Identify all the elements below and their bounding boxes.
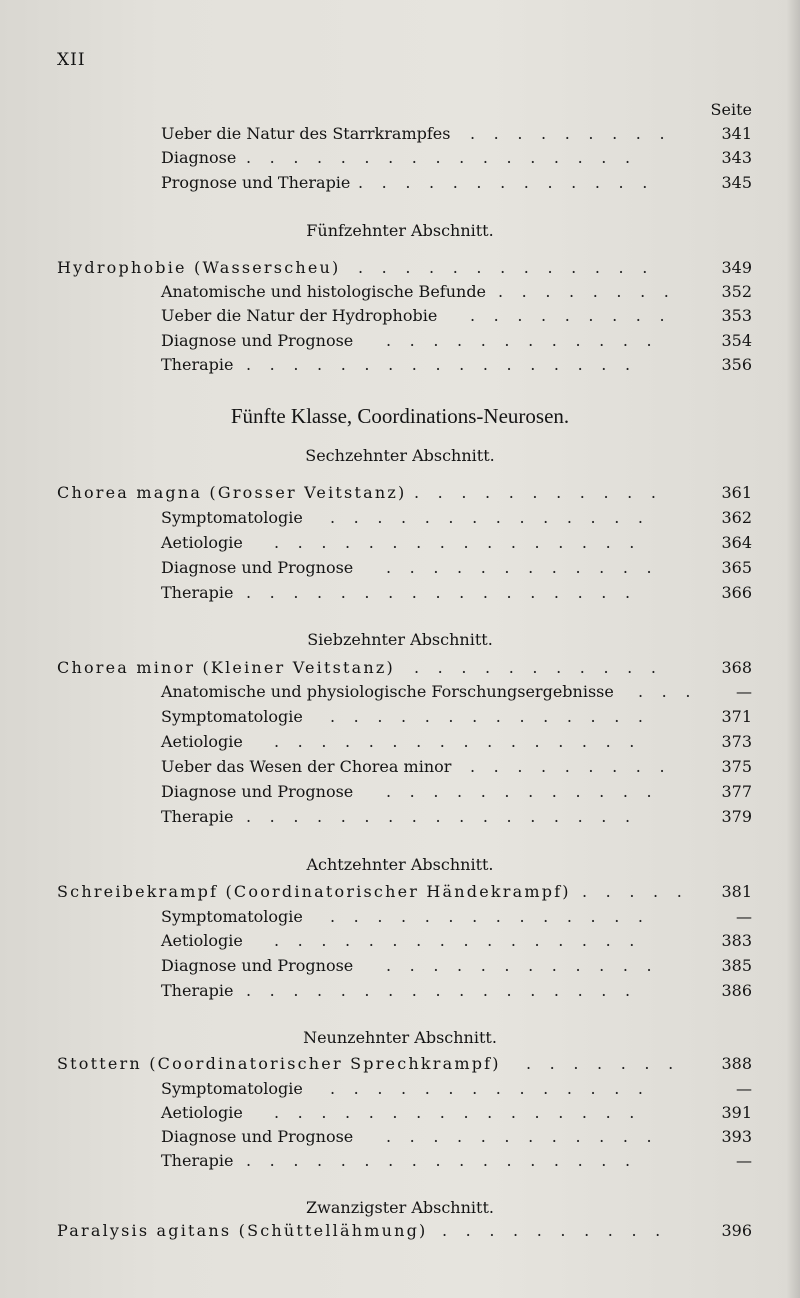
toc-entry-sub bbox=[0, 506, 800, 530]
toc-entry-label: Diagnose und Prognose bbox=[161, 1127, 354, 1146]
toc-entry-main bbox=[0, 481, 800, 505]
toc-entry-main bbox=[0, 1219, 800, 1243]
toc-entry-page: 343 bbox=[721, 148, 752, 167]
toc-entry-page: 356 bbox=[721, 355, 752, 374]
toc-entry-page: 379 bbox=[721, 807, 752, 826]
toc-entry-page: 396 bbox=[721, 1221, 752, 1240]
toc-entry-label: Hydrophobie (Wasserscheu) bbox=[57, 258, 341, 277]
toc-entry-label: Symptomatologie bbox=[161, 508, 303, 527]
toc-entry-sub bbox=[0, 929, 800, 953]
toc-entry-label: Paralysis agitans (Schüttellähmung) bbox=[57, 1221, 428, 1240]
dot-leader: ................ bbox=[274, 1103, 653, 1122]
dot-leader: ................. bbox=[246, 583, 649, 602]
toc-entry-sub bbox=[0, 730, 800, 754]
toc-entry-main bbox=[0, 256, 800, 280]
toc-entry-main bbox=[0, 656, 800, 680]
page-edge-shadow bbox=[786, 0, 800, 1298]
page-number: XII bbox=[57, 50, 86, 70]
toc-entry-label: Therapie bbox=[161, 583, 234, 602]
toc-entry-sub bbox=[0, 780, 800, 804]
toc-entry-label: Therapie bbox=[161, 1151, 234, 1170]
dot-leader: ........... bbox=[414, 483, 675, 502]
section-heading: Sechzehnter Abschnitt. bbox=[305, 446, 495, 465]
toc-entry-page: 366 bbox=[721, 583, 752, 602]
toc-entry-page: 345 bbox=[721, 173, 752, 192]
toc-entry-page: 388 bbox=[721, 1054, 752, 1073]
section-heading: Neunzehnter Abschnitt. bbox=[303, 1028, 497, 1047]
toc-entry-label: Therapie bbox=[161, 981, 234, 1000]
dot-leader: ............. bbox=[358, 173, 666, 192]
dot-leader: ........... bbox=[414, 658, 675, 677]
toc-entry-label: Diagnose und Prognose bbox=[161, 956, 354, 975]
toc-entry-label: Therapie bbox=[161, 807, 234, 826]
toc-entry-label: Schreibekrampf (Coordinatorischer Händekrampf) bbox=[57, 882, 571, 901]
toc-entry-page: 352 bbox=[721, 282, 752, 301]
dot-leader: .......... bbox=[442, 1221, 679, 1240]
toc-entry-sub bbox=[0, 905, 800, 929]
dot-leader: ....... bbox=[526, 1054, 692, 1073]
dot-leader: .............. bbox=[330, 508, 662, 527]
toc-entry-label: Ueber das Wesen der Chorea minor bbox=[161, 757, 452, 776]
dot-leader: ... bbox=[638, 682, 710, 701]
dot-leader: ......... bbox=[470, 757, 684, 776]
toc-entry-label: Aetiologie bbox=[161, 732, 243, 751]
toc-entry-main bbox=[0, 880, 800, 904]
toc-entry-page: 375 bbox=[721, 757, 752, 776]
dot-leader: ................. bbox=[246, 1151, 649, 1170]
toc-entry-page: 377 bbox=[721, 782, 752, 801]
dot-leader: ................ bbox=[274, 732, 653, 751]
dot-leader: ........ bbox=[498, 282, 688, 301]
toc-entry-label: Symptomatologie bbox=[161, 1079, 303, 1098]
toc-entry-page: 373 bbox=[721, 732, 752, 751]
dot-leader: ................. bbox=[246, 981, 649, 1000]
dot-leader: ......... bbox=[470, 124, 684, 143]
toc-entry-sub bbox=[0, 531, 800, 555]
toc-entry-label: Diagnose bbox=[161, 148, 237, 167]
toc-entry-label: Diagnose und Prognose bbox=[161, 558, 354, 577]
toc-entry-label: Anatomische und physiologische Forschungsergebnisse bbox=[161, 682, 614, 701]
toc-entry-sub bbox=[0, 755, 800, 779]
toc-entry-page: 341 bbox=[721, 124, 752, 143]
toc-entry-page: — bbox=[736, 1079, 752, 1098]
dot-leader: .............. bbox=[330, 907, 662, 926]
toc-entry-page: 368 bbox=[721, 658, 752, 677]
toc-entry-page: 353 bbox=[721, 306, 752, 325]
toc-entry-label: Aetiologie bbox=[161, 533, 243, 552]
dot-leader: ......... bbox=[470, 306, 684, 325]
toc-entry-page: 393 bbox=[721, 1127, 752, 1146]
dot-leader: .............. bbox=[330, 1079, 662, 1098]
dot-leader: ................. bbox=[246, 148, 649, 167]
toc-entry-main bbox=[0, 1052, 800, 1076]
toc-entry-page: 391 bbox=[721, 1103, 752, 1122]
toc-entry-label: Therapie bbox=[161, 355, 234, 374]
toc-entry-page: 364 bbox=[721, 533, 752, 552]
toc-entry-sub bbox=[0, 329, 800, 353]
toc-entry-page: 362 bbox=[721, 508, 752, 527]
toc-entry-page: — bbox=[736, 682, 752, 701]
section-heading: Fünfzehnter Abschnitt. bbox=[306, 221, 494, 240]
dot-leader: ................ bbox=[274, 533, 653, 552]
toc-entry-label: Chorea minor (Kleiner Veitstanz) bbox=[57, 658, 395, 677]
toc-entry-page: — bbox=[736, 907, 752, 926]
dot-leader: ................ bbox=[274, 931, 653, 950]
dot-leader: ............ bbox=[386, 956, 671, 975]
toc-entry-sub bbox=[0, 280, 800, 304]
dot-leader: ............ bbox=[386, 331, 671, 350]
dot-leader: ............. bbox=[358, 258, 666, 277]
toc-entry-page: 354 bbox=[721, 331, 752, 350]
toc-entry-page: 385 bbox=[721, 956, 752, 975]
toc-entry-sub bbox=[0, 954, 800, 978]
toc-entry-page: 383 bbox=[721, 931, 752, 950]
toc-entry-label: Prognose und Therapie bbox=[161, 173, 351, 192]
toc-entry-sub bbox=[0, 304, 800, 328]
class-heading: Fünfte Klasse, Coordinations-Neurosen. bbox=[230, 404, 570, 428]
toc-entry-label: Ueber die Natur des Starrkrampfes bbox=[161, 124, 451, 143]
section-heading: Siebzehnter Abschnitt. bbox=[307, 630, 493, 649]
toc-entry-sub bbox=[0, 581, 800, 605]
toc-entry-page: 349 bbox=[721, 258, 752, 277]
toc-entry-sub bbox=[0, 146, 800, 170]
toc-entry-sub bbox=[0, 1101, 800, 1125]
dot-leader: ............ bbox=[386, 782, 671, 801]
toc-entry-sub bbox=[0, 556, 800, 580]
toc-entry-sub bbox=[0, 171, 800, 195]
dot-leader: ............ bbox=[386, 1127, 671, 1146]
toc-entry-label: Aetiologie bbox=[161, 931, 243, 950]
toc-entry-label: Anatomische und histologische Befunde bbox=[161, 282, 487, 301]
toc-entry-page: 365 bbox=[721, 558, 752, 577]
toc-entry-page: 386 bbox=[721, 981, 752, 1000]
page-column-header: Seite bbox=[710, 100, 752, 119]
toc-entry-label: Ueber die Natur der Hydrophobie bbox=[161, 306, 438, 325]
toc-entry-sub bbox=[0, 705, 800, 729]
toc-entry-label: Chorea magna (Grosser Veitstanz) bbox=[57, 483, 407, 502]
dot-leader: ................. bbox=[246, 807, 649, 826]
toc-entry-page: — bbox=[736, 1151, 752, 1170]
toc-entry-sub bbox=[0, 805, 800, 829]
toc-entry-sub bbox=[0, 353, 800, 377]
toc-entry-label: Diagnose und Prognose bbox=[161, 331, 354, 350]
toc-entry-page: 371 bbox=[721, 707, 752, 726]
toc-entry-page: 381 bbox=[721, 882, 752, 901]
toc-entry-sub bbox=[0, 1077, 800, 1101]
toc-entry-sub bbox=[0, 122, 800, 146]
dot-leader: .............. bbox=[330, 707, 662, 726]
dot-leader: ................. bbox=[246, 355, 649, 374]
toc-entry-label: Symptomatologie bbox=[161, 707, 303, 726]
dot-leader: ..... bbox=[582, 882, 701, 901]
toc-entry-sub bbox=[0, 1149, 800, 1173]
toc-entry-label: Stottern (Coordinatorischer Sprechkrampf) bbox=[57, 1054, 501, 1073]
toc-entry-sub bbox=[0, 979, 800, 1003]
toc-entry-sub bbox=[0, 680, 800, 704]
toc-entry-label: Symptomatologie bbox=[161, 907, 303, 926]
section-heading: Zwanzigster Abschnitt. bbox=[306, 1198, 494, 1217]
dot-leader: ............ bbox=[386, 558, 671, 577]
toc-entry-label: Aetiologie bbox=[161, 1103, 243, 1122]
toc-entry-page: 361 bbox=[721, 483, 752, 502]
section-heading: Achtzehnter Abschnitt. bbox=[306, 855, 494, 874]
toc-entry-sub bbox=[0, 1125, 800, 1149]
toc-entry-label: Diagnose und Prognose bbox=[161, 782, 354, 801]
